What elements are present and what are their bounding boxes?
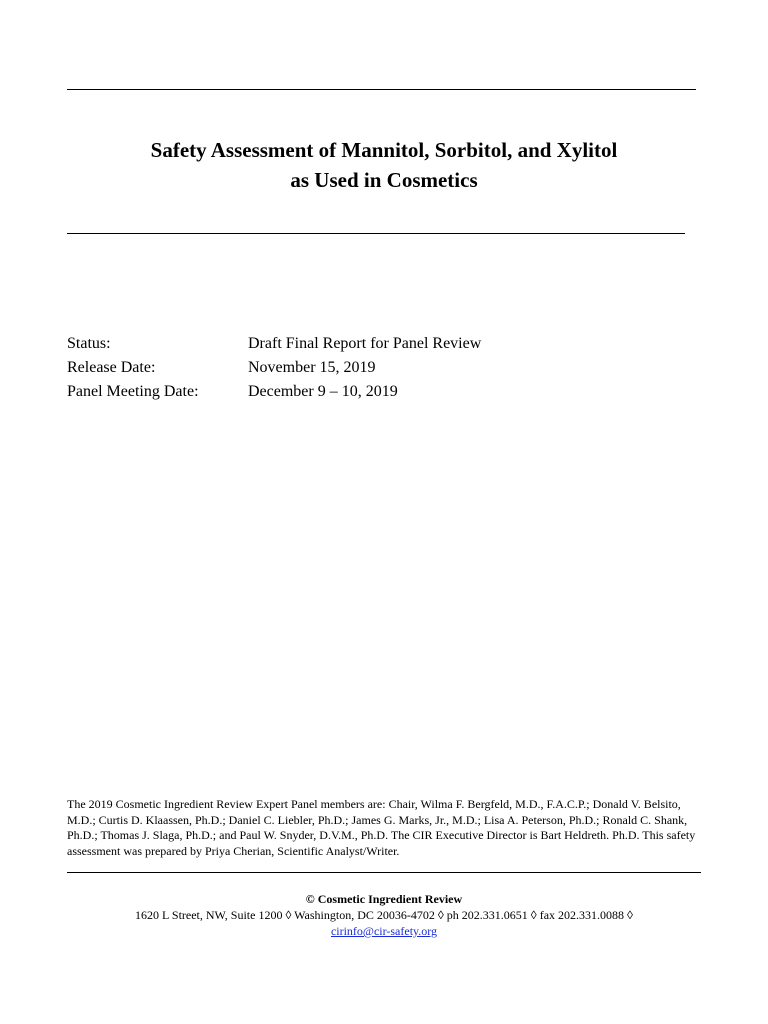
report-title-line-2: as Used in Cosmetics bbox=[290, 168, 478, 192]
release-date-label: Release Date: bbox=[67, 359, 156, 376]
footer bbox=[0, 891, 768, 939]
status-value: Draft Final Report for Panel Review bbox=[248, 335, 482, 352]
panel-meeting-date-row bbox=[67, 382, 398, 402]
status-row bbox=[67, 334, 481, 354]
footer-address: 1620 L Street, NW, Suite 1200 ◊ Washington, DC 20036-4702 ◊ ph 202.331.0651 ◊ fax 202.331.0088 ◊ bbox=[135, 908, 633, 922]
status-label: Status: bbox=[67, 335, 111, 352]
expert-panel-note: The 2019 Cosmetic Ingredient Review Expert Panel members are: Chair, Wilma F. Bergfeld, M.D., F.A.C.P.; Donald V. Belsito, M.D.; Curtis D. Klaassen, Ph.D.; Daniel C. Liebler, Ph.D.; James G. Marks, Jr., M.D.; Lisa A. Peterson, Ph.D.; Ronald C. Shank, Ph.D.; Thomas J. Slaga, Ph.D.; and Paul W. Snyder, D.V.M., Ph.D. The CIR Executive Director is Bart Heldreth. Ph.D. This safety assessment was prepared by Priya Cherian, Scientific Analyst/Writer. bbox=[67, 797, 696, 858]
release-date-row bbox=[67, 358, 376, 378]
panel-meeting-date-value: December 9 – 10, 2019 bbox=[248, 383, 398, 400]
footer-email-link[interactable]: cirinfo@cir-safety.org bbox=[330, 924, 438, 938]
panel-meeting-date-label: Panel Meeting Date: bbox=[67, 383, 199, 400]
title-bottom-rule bbox=[67, 233, 685, 234]
footer-rule bbox=[67, 872, 701, 873]
release-date-value: November 15, 2019 bbox=[248, 359, 376, 376]
report-title-line-1: Safety Assessment of Mannitol, Sorbitol, and Xylitol bbox=[150, 138, 618, 162]
top-rule bbox=[67, 89, 696, 90]
footer-organization: © Cosmetic Ingredient Review bbox=[305, 892, 463, 906]
